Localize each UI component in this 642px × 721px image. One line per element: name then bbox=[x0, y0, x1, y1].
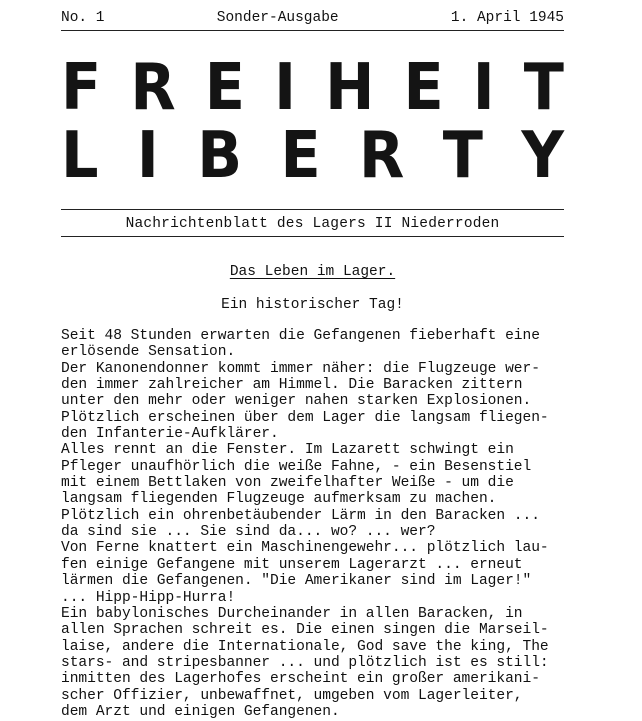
article-line: laise, andere die Internationale, God save the king, The bbox=[61, 638, 549, 655]
masthead-letter: I bbox=[136, 119, 159, 193]
masthead-letter: T bbox=[442, 119, 483, 193]
article-line: lärmen die Gefangenen. "Die Amerikaner sind im Lager!" bbox=[61, 573, 532, 590]
article-line: ... Hipp-Hipp-Hurra! bbox=[61, 589, 236, 606]
article-line: Der Kanonendonner kommt immer näher: die Flugzeuge wer- bbox=[61, 360, 540, 377]
masthead-line-1 bbox=[61, 51, 564, 125]
masthead-letter: R bbox=[130, 51, 176, 125]
top-divider bbox=[61, 30, 564, 31]
masthead-letter: E bbox=[204, 51, 245, 125]
article-subheadline: Ein historischer Tag! bbox=[221, 297, 404, 313]
article-line: Von Ferne knattert ein Maschinengewehr... plötzlich lau- bbox=[61, 540, 549, 557]
masthead-letter: E bbox=[280, 119, 321, 193]
article-line: fen einige Gefangene mit unserem Lagerarzt ... erneut bbox=[61, 556, 523, 573]
article-line: mit einem Bettlaken von zweifelhafter Weiße - um die bbox=[61, 475, 514, 492]
masthead-letter: T bbox=[523, 51, 564, 125]
article-line: langsam fliegenden Flugzeuge aufmerksam zu machen. bbox=[61, 491, 497, 508]
edition-label: Sonder-Ausgabe bbox=[216, 10, 339, 26]
masthead-letter: I bbox=[274, 51, 296, 125]
article-line: den Infanterie-Aufklärer. bbox=[61, 426, 279, 443]
article-line: da sind sie ... Sie sind da... wo? ... wer? bbox=[61, 524, 436, 541]
article-body bbox=[61, 328, 571, 720]
masthead-divider-bottom bbox=[61, 236, 564, 237]
article-line: dem Arzt und einigen Gefangenen. bbox=[61, 703, 340, 720]
article-line: stars- and stripesbanner ... und plötzlich ist es still: bbox=[61, 654, 549, 671]
article-line: Ein babylonisches Durcheinander in allen Baracken, in bbox=[61, 605, 523, 622]
article-line: inmitten des Lagerhofes erscheint ein großer amerikani- bbox=[61, 671, 540, 688]
masthead-letter: H bbox=[325, 51, 375, 125]
article-line: Pfleger unaufhörlich die weiße Fahne, - ein Besenstiel bbox=[61, 458, 532, 475]
article-headline bbox=[61, 263, 564, 281]
article-line: allen Sprachen schreit es. Die einen singen die Marseil- bbox=[61, 622, 549, 639]
masthead-divider-top bbox=[61, 209, 564, 210]
masthead-letter: I bbox=[472, 51, 495, 125]
masthead-letter: B bbox=[197, 119, 243, 193]
article-headline-text: Das Leben im Lager. bbox=[229, 264, 396, 280]
article-line: erlösende Sensation. bbox=[61, 344, 236, 361]
masthead-letter: F bbox=[61, 51, 102, 125]
newsletter-subtitle: Nachrichtenblatt des Lagers II Niederroden bbox=[125, 216, 500, 232]
masthead-letter: E bbox=[403, 51, 444, 125]
masthead-letter: R bbox=[359, 119, 405, 193]
issue-number: No. 1 bbox=[61, 10, 105, 26]
issue-header bbox=[61, 9, 564, 27]
masthead-line-2 bbox=[61, 119, 564, 193]
article-line: scher Offizier, unbewaffnet, umgeben vom Lagerleiter, bbox=[61, 687, 523, 704]
issue-date: 1. April 1945 bbox=[450, 10, 564, 26]
article-line: Seit 48 Stunden erwarten die Gefangenen fieberhaft eine bbox=[61, 328, 540, 344]
article-line: Alles rennt an die Fenster. Im Lazarett schwingt ein bbox=[61, 442, 514, 459]
article-line: Plötzlich erscheinen über dem Lager die langsam fliegen- bbox=[61, 409, 549, 426]
masthead-letter: Y bbox=[521, 119, 564, 193]
masthead-letter: L bbox=[61, 119, 99, 193]
article-line: den immer zahlreicher am Himmel. Die Baracken zittern bbox=[61, 377, 523, 394]
article-line: Plötzlich ein ohrenbetäubender Lärm in den Baracken ... bbox=[61, 507, 540, 524]
article-line: unter den mehr oder weniger nahen starken Explosionen. bbox=[61, 393, 532, 410]
